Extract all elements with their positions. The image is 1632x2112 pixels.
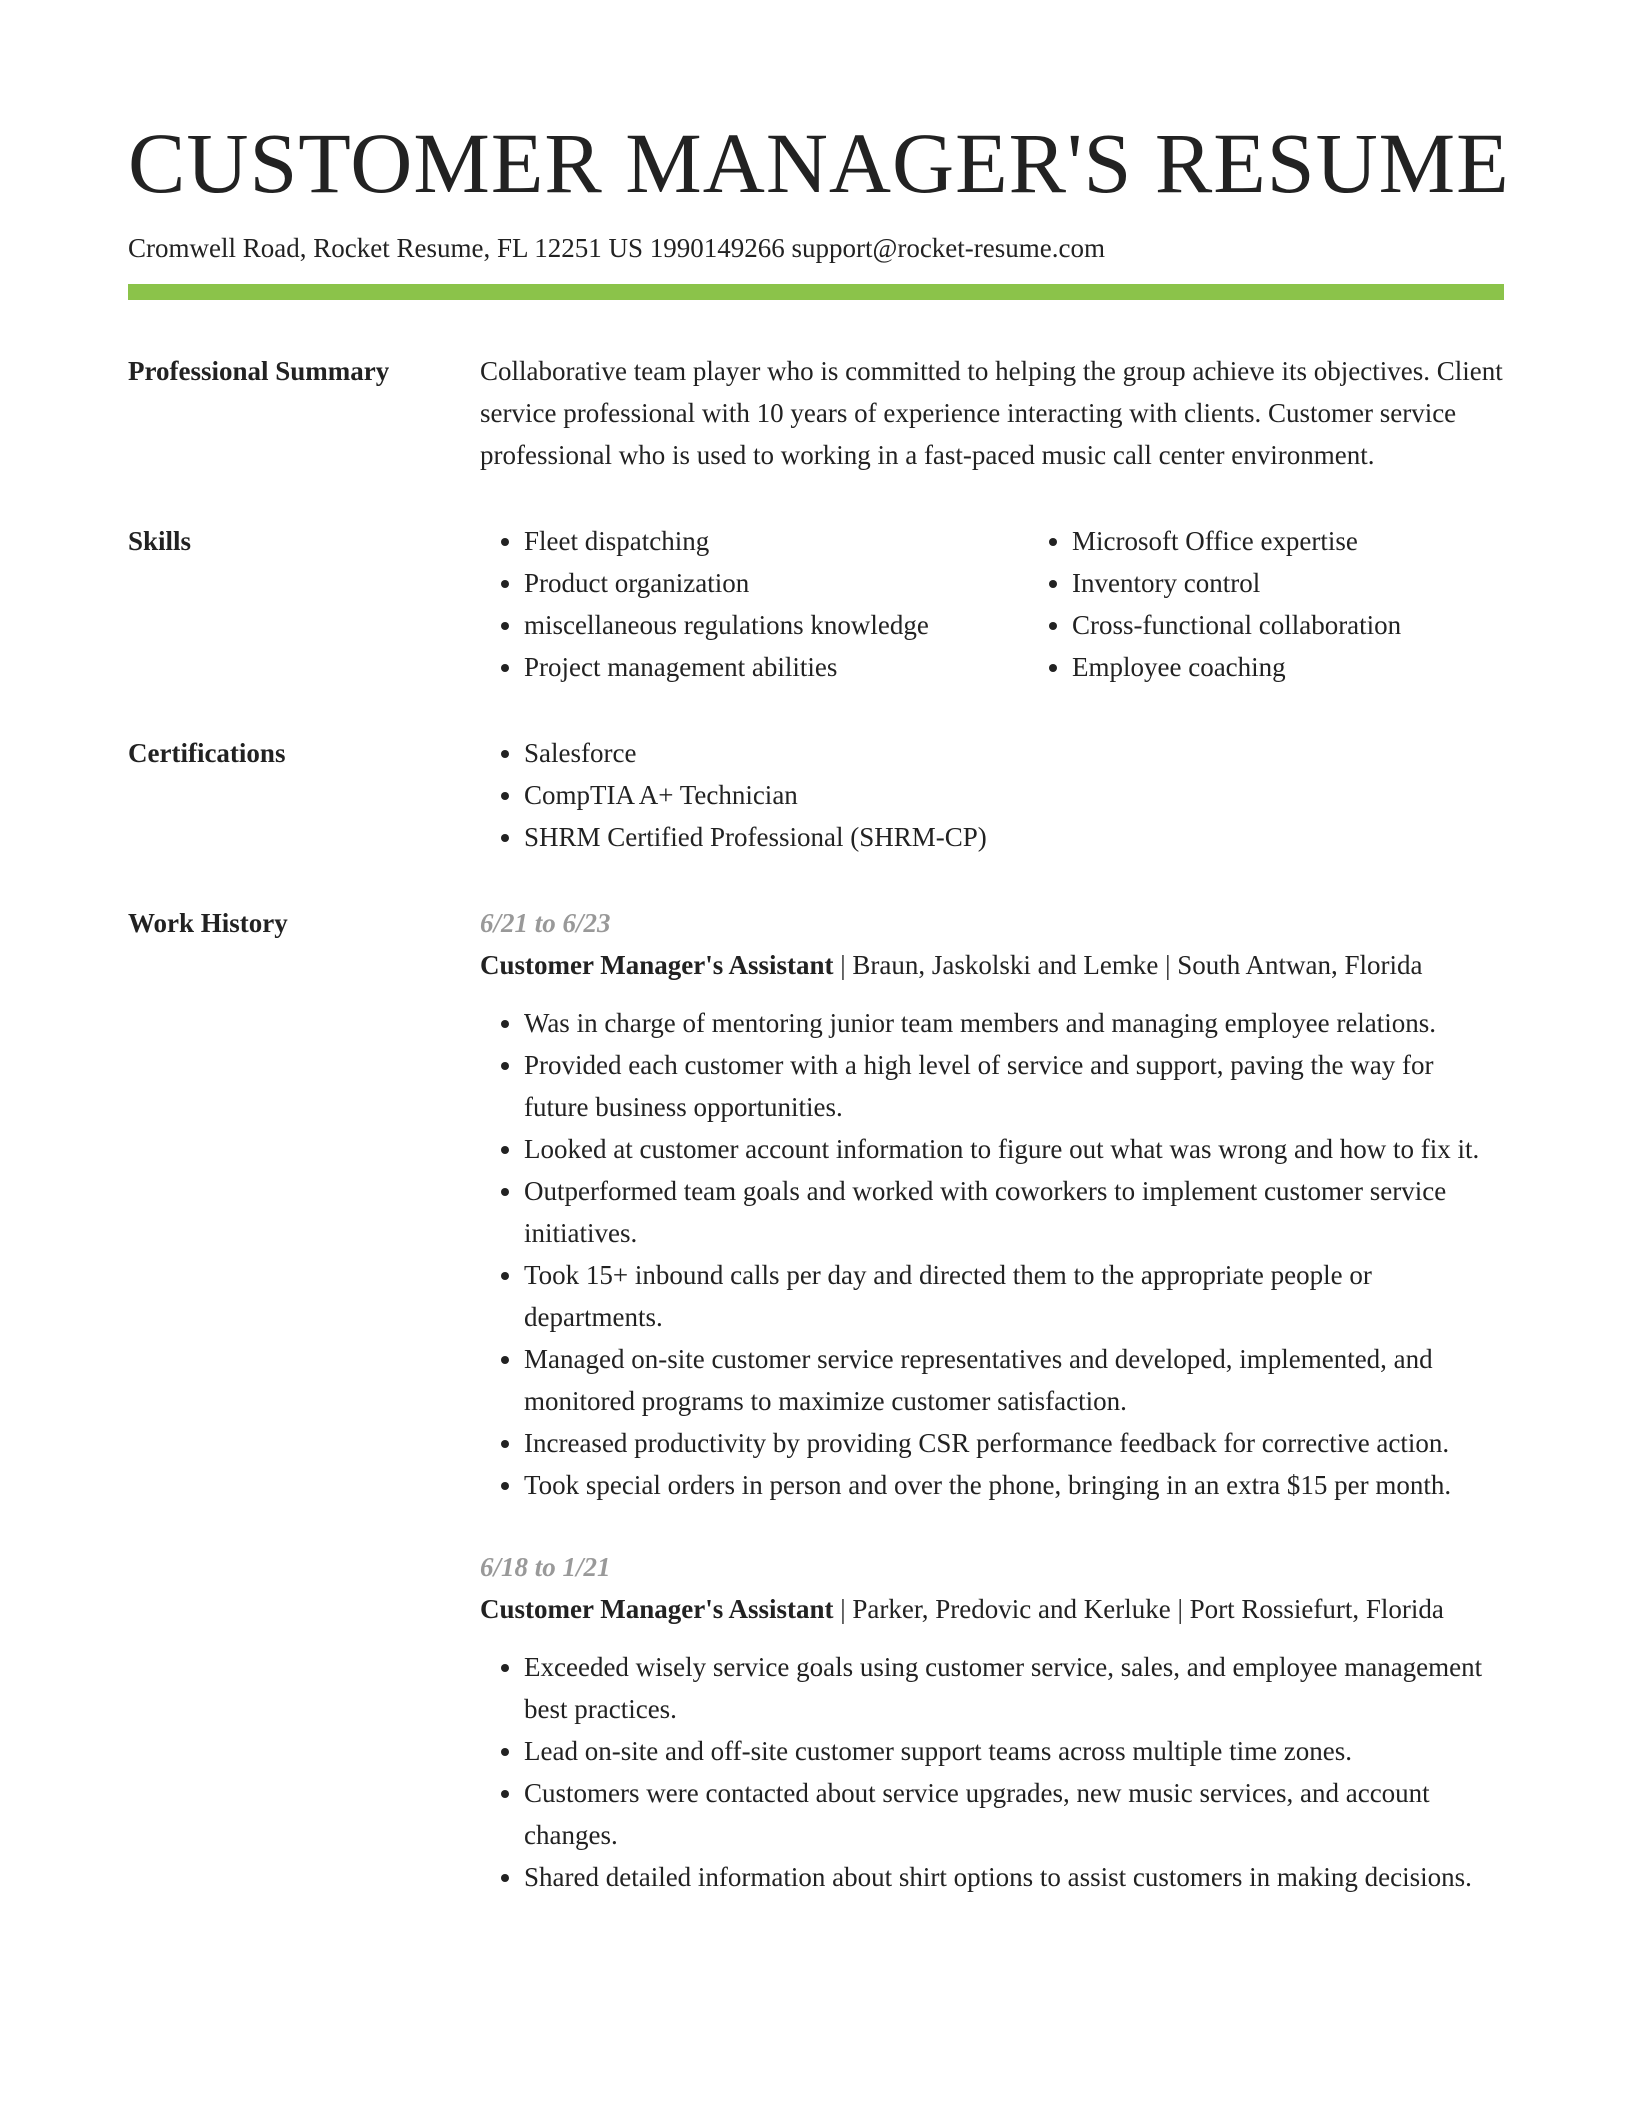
job-duty: • Took special orders in person and over the phone, bringing in an extra $15 per month.	[524, 1464, 1504, 1506]
skill-item: • Cross-functional collaboration	[1072, 604, 1401, 646]
job-duty: • Customers were contacted about service upgrades, new music services, and account changes.	[524, 1772, 1504, 1856]
job-employer: | Braun, Jaskolski and Lemke | South Antwan, Florida	[833, 950, 1423, 981]
job-dates: 6/21 to 6/23	[480, 908, 611, 939]
job-duty: • Increased productivity by providing CSR performance feedback for corrective action.	[524, 1422, 1504, 1464]
job-dates: 6/18 to 1/21	[480, 1552, 611, 1583]
job-duty: • Shared detailed information about shirt options to assist customers in making decisions.	[524, 1856, 1504, 1898]
section-work-history	[128, 902, 1504, 1898]
section-label: Certifications	[128, 738, 286, 769]
job-duty: • Was in charge of mentoring junior team members and managing employee relations.	[524, 1002, 1504, 1044]
certification-item: • CompTIA A+ Technician	[524, 774, 1504, 816]
job-duty: • Managed on-site customer service representatives and developed, implemented, and monitored programs to maximize customer satisfaction.	[524, 1338, 1504, 1422]
contact-email: support@rocket-resume.com	[791, 233, 1105, 263]
job-heading	[480, 1588, 1504, 1630]
skill-item: • Inventory control	[1072, 562, 1401, 604]
skills-body	[480, 520, 1504, 688]
contact-line	[128, 232, 1504, 264]
job-duty: • Lead on-site and off-site customer support teams across multiple time zones.	[524, 1730, 1504, 1772]
skills-list-left	[480, 520, 1028, 688]
contact-phone: 1990149266	[649, 233, 785, 263]
job-duties	[480, 1646, 1504, 1898]
job-title: Customer Manager's Assistant	[480, 1594, 834, 1625]
job-entry	[480, 902, 1504, 1506]
section-summary	[128, 350, 1504, 476]
skills-columns	[480, 520, 1504, 688]
job-duty: • Provided each customer with a high level of service and support, paving the way for future business opportunities.	[524, 1044, 1504, 1128]
contact-address: Cromwell Road, Rocket Resume, FL 12251 US	[128, 233, 643, 263]
job-heading	[480, 944, 1504, 986]
skill-item: • Employee coaching	[1072, 646, 1401, 688]
skill-item: • miscellaneous regulations knowledge	[524, 604, 1028, 646]
skills-list-right	[1028, 520, 1401, 688]
job-entry	[480, 1546, 1504, 1898]
section-label: Skills	[128, 526, 192, 557]
job-employer: | Parker, Predovic and Kerluke | Port Rossiefurt, Florida	[833, 1594, 1444, 1625]
skill-item: • Project management abilities	[524, 646, 1028, 688]
section-label: Professional Summary	[128, 356, 390, 387]
skill-item: • Product organization	[524, 562, 1028, 604]
summary-body	[480, 350, 1504, 476]
job-duties	[480, 1002, 1504, 1506]
section-skills	[128, 520, 1504, 688]
certifications-list	[480, 732, 1504, 858]
job-duty: • Looked at customer account information to figure out what was wrong and how to fix it.	[524, 1128, 1504, 1170]
certifications-body	[480, 732, 1504, 858]
certification-item: • SHRM Certified Professional (SHRM-CP)	[524, 816, 1504, 858]
job-duty: • Outperformed team goals and worked with coworkers to implement customer service initiatives.	[524, 1170, 1504, 1254]
resume-title: CUSTOMER MANAGER'S RESUME	[128, 115, 1510, 211]
section-label: Work History	[128, 908, 288, 939]
section-certifications	[128, 732, 1504, 858]
job-title: Customer Manager's Assistant	[480, 950, 834, 981]
job-duty: • Exceeded wisely service goals using customer service, sales, and employee management best practices.	[524, 1646, 1504, 1730]
summary-text: Collaborative team player who is committed to helping the group achieve its objectives. Client service professional with 10 years of experience interacting with clients. Customer service professional who is used to working in a fast-paced music call center environment.	[480, 356, 1503, 471]
accent-divider	[128, 284, 1504, 300]
work-body	[480, 902, 1504, 1898]
skill-item: • Microsoft Office expertise	[1072, 520, 1401, 562]
skill-item: • Fleet dispatching	[524, 520, 1028, 562]
job-duty: • Took 15+ inbound calls per day and directed them to the appropriate people or departments.	[524, 1254, 1504, 1338]
certification-item: • Salesforce	[524, 732, 1504, 774]
